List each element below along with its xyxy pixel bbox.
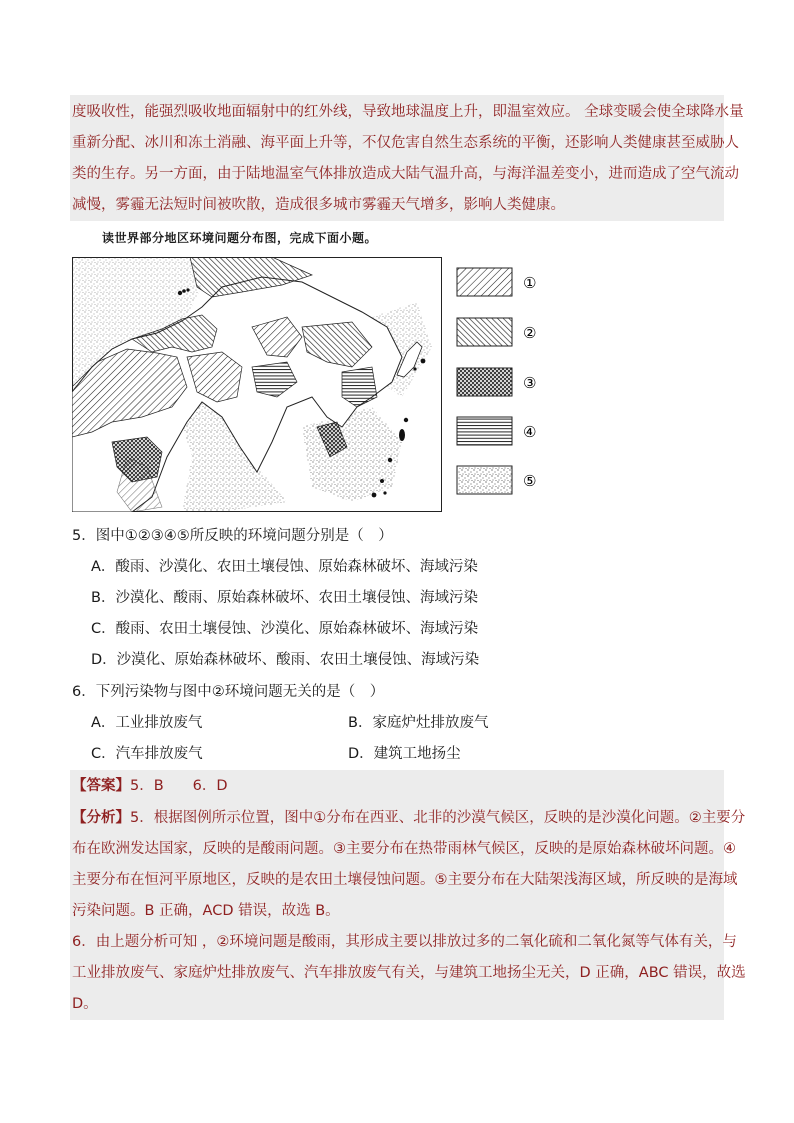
analysis-line: [72, 806, 745, 827]
intro-line: 重新分配、冰川和冻土消融、海平面上升等，不仅危害自然生态系统的平衡，还影响人类健康甚至威胁人: [72, 135, 739, 151]
island-dot: [404, 418, 408, 422]
island-dot: [372, 493, 377, 498]
legend-swatch-4: [457, 417, 512, 445]
question-5-option-a[interactable]: A．酸雨、沙漠化、农田土壤侵蚀、原始森林破坏、海域污染: [91, 559, 478, 575]
question-6-option-c[interactable]: C．汽车排放废气: [91, 746, 203, 762]
answer-text: 5．B 6．D: [130, 778, 228, 794]
intro-line: 减慢，雾霾无法短时间被吹散，造成很多城市雾霾天气增多，影响人类健康。: [72, 197, 565, 213]
island-dot: [383, 491, 386, 494]
legend-label-5: ⑤: [523, 472, 537, 490]
intro-line: 度吸收性，能强烈吸收地面辐射中的红外线，导致地球温度上升，即温室效应。 全球变暖会使全球降水量: [72, 104, 744, 120]
island-dot: [421, 359, 426, 364]
analysis-line: 工业排放废气、家庭炉灶排放废气、汽车排放废气有关，与建筑工地扬尘无关，D 正确，ABC 错误，故选: [72, 965, 746, 981]
figure-caption: 读世界部分地区环境问题分布图，完成下面小题。: [102, 231, 378, 245]
analysis-line: 污染问题。B 正确，ACD 错误，故选 B。: [72, 903, 340, 919]
legend-swatch-3: [457, 368, 512, 396]
environment-problem-map: [72, 257, 442, 512]
island-dot: [413, 367, 416, 370]
legend-swatch-2: [457, 318, 512, 346]
legend-label-3: ③: [523, 374, 537, 392]
legend-swatch-1: [457, 268, 512, 296]
question-6-stem: 6．下列污染物与图中②环境问题无关的是（ ）: [72, 684, 385, 700]
analysis-text: 5．根据图例所示位置，图中①分布在西亚、北非的沙漠气候区，反映的是沙漠化问题。②主要分: [130, 810, 746, 826]
question-6-option-b[interactable]: B．家庭炉灶排放废气: [348, 715, 489, 731]
analysis-line: D。: [72, 996, 98, 1012]
island-dot: [186, 288, 189, 291]
island-dot: [399, 429, 405, 441]
island-dot: [182, 289, 186, 293]
analysis-line: 布在欧洲发达国家，反映的是酸雨问题。③主要分布在热带雨林气候区，反映的是原始森林破坏问题。④: [72, 841, 736, 857]
analysis-line: 主要分布在恒河平原地区，反映的是农田土壤侵蚀问题。⑤主要分布在大陆架浅海区域，所反映的是海域: [72, 872, 738, 888]
question-6-option-d[interactable]: D．建筑工地扬尘: [348, 746, 461, 762]
answer-tag: 【答案】: [72, 778, 130, 794]
legend-label-2: ②: [523, 324, 537, 342]
question-6-option-a[interactable]: A．工业排放废气: [91, 715, 203, 731]
island-dot: [380, 479, 384, 483]
question-5-stem: 5．图中①②③④⑤所反映的环境问题分别是（ ）: [72, 528, 393, 544]
map-legend: [455, 265, 555, 505]
analysis-tag: 【分析】: [72, 810, 130, 826]
question-5-option-d[interactable]: D．沙漠化、原始森林破坏、酸雨、农田土壤侵蚀、海域污染: [91, 652, 480, 668]
legend-label-1: ①: [523, 274, 537, 292]
legend-label-4: ④: [523, 423, 537, 441]
answer-line: [72, 774, 228, 795]
intro-line: 类的生存。另一方面，由于陆地温室气体排放造成大陆气温升高，与海洋温差变小，进而造成了空气流动: [72, 166, 739, 182]
analysis-line: 6．由上题分析可知 ，②环境问题是酸雨，其形成主要以排放过多的二氧化硫和二氧化氮等气体有关，与: [72, 934, 737, 950]
answer-analysis-block: [70, 770, 746, 1020]
question-5-option-b[interactable]: B．沙漠化、酸雨、原始森林破坏、农田土壤侵蚀、海域污染: [91, 590, 478, 606]
legend-swatch-5: [457, 466, 512, 494]
island-dot: [178, 291, 182, 295]
question-5-option-c[interactable]: C．酸雨、农田土壤侵蚀、沙漠化、原始森林破坏、海域污染: [91, 621, 479, 637]
island-dot: [388, 458, 392, 462]
intro-paragraph: [70, 95, 744, 221]
